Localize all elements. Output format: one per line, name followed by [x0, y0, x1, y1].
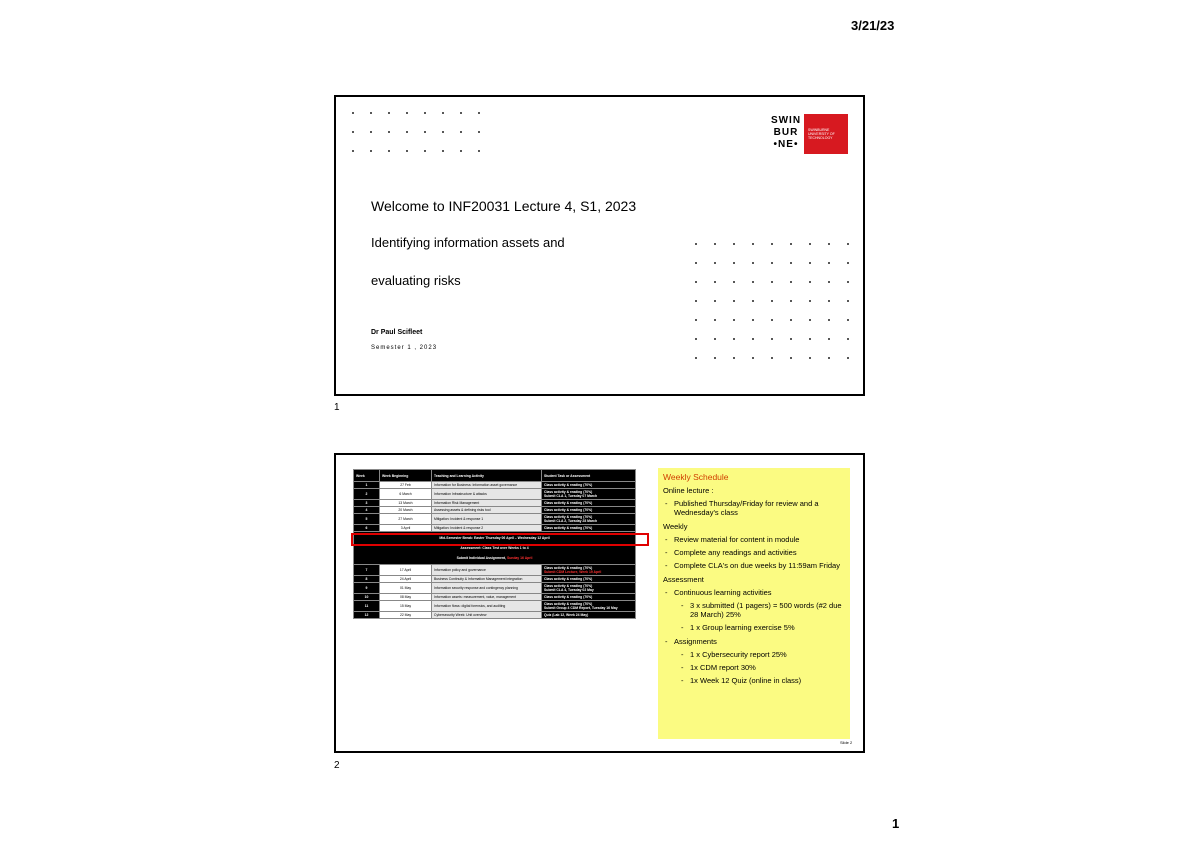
- dot: [460, 131, 462, 133]
- table-cell-date: 13 March: [380, 500, 432, 507]
- dot: [771, 357, 773, 359]
- table-cell-task: Class activity & reading (70%): [542, 500, 636, 507]
- table-cell-task: Class activity & reading (70%): [542, 507, 636, 514]
- dot: [847, 262, 849, 264]
- dot: [809, 262, 811, 264]
- table-cell-week: 1: [354, 482, 380, 489]
- table-cell-date: 17 April: [380, 565, 432, 576]
- table-cell-week: 11: [354, 601, 380, 612]
- online-lecture-label: Online lecture :: [663, 486, 714, 495]
- dot: [406, 150, 408, 152]
- dot: [790, 338, 792, 340]
- list-item: - Continuous learning activities - 3 x submitted (1 pagers) = 500 words (#2 due 28 March) 25% - 1 x Group learning exercise 5%: [674, 588, 845, 632]
- dot: [752, 281, 754, 283]
- dot: [790, 243, 792, 245]
- dot: [828, 338, 830, 340]
- table-row: [354, 482, 636, 489]
- table-cell-activity: Assessing assets & defining risks tool: [432, 507, 542, 514]
- dot: [442, 131, 444, 133]
- assessment-label: Assessment: [663, 575, 704, 584]
- dot: [790, 357, 792, 359]
- table-cell-date: 22 May: [380, 612, 432, 619]
- table-row: [354, 601, 636, 612]
- dot: [771, 338, 773, 340]
- table-header: Teaching and Learning Activity: [432, 470, 542, 482]
- dot: [714, 262, 716, 264]
- weekly-schedule-panel: [658, 468, 850, 739]
- dot: [352, 150, 354, 152]
- dot: [790, 319, 792, 321]
- table-row: [354, 514, 636, 525]
- list-item: - Complete CLA's on due weeks by 11:59am Friday: [674, 561, 845, 570]
- weekly-list: [663, 535, 845, 570]
- dot: [695, 262, 697, 264]
- table-cell-date: 27 March: [380, 514, 432, 525]
- dot: [733, 300, 735, 302]
- page-number: 1: [892, 816, 900, 831]
- dot: [478, 131, 480, 133]
- dot: [847, 281, 849, 283]
- dot: [752, 357, 754, 359]
- slide-1-thumbnail: [334, 95, 865, 396]
- dot: [847, 243, 849, 245]
- list-item: - 1 x Group learning exercise 5%: [690, 623, 845, 632]
- table-row: [354, 507, 636, 514]
- slide-2-number: 2: [334, 760, 340, 771]
- list-item: - Assignments - 1 x Cybersecurity report 25% - 1x CDM report 30% - 1x Week 12 Quiz (online in class): [674, 637, 845, 685]
- table-cell-task: Quiz (Lab 12, Week 24 May): [542, 612, 636, 619]
- current-week-highlight: [351, 533, 649, 546]
- list-item: - Review material for content in module: [674, 535, 845, 544]
- dot: [790, 300, 792, 302]
- dot: [695, 319, 697, 321]
- dot: [714, 319, 716, 321]
- list-item: - Complete any readings and activities: [674, 548, 845, 557]
- dot: [714, 300, 716, 302]
- dot: [828, 262, 830, 264]
- table-cell-week: 4: [354, 507, 380, 514]
- list-item: - 1x CDM report 30%: [690, 663, 845, 672]
- dot: [424, 150, 426, 152]
- table-cell-week: 12: [354, 612, 380, 619]
- dot: [809, 338, 811, 340]
- weekly-label: Weekly: [663, 522, 688, 531]
- dot-pattern-top-left: [352, 112, 496, 169]
- dot: [714, 243, 716, 245]
- list-item: - Published Thursday/Friday for review and a Wednesday's class: [674, 499, 845, 517]
- slide-subtitle-line-1: Identifying information assets and: [371, 235, 565, 250]
- table-cell-activity: Information Infrastructure & attacks: [432, 489, 542, 500]
- table-cell-activity: Information security response and contingency planning: [432, 583, 542, 594]
- dot: [478, 150, 480, 152]
- table-row: [354, 565, 636, 576]
- dot: [771, 262, 773, 264]
- dot: [442, 150, 444, 152]
- table-cell-task: Class activity & reading (70%): [542, 576, 636, 583]
- dot: [352, 131, 354, 133]
- list-item: - 1x Week 12 Quiz (online in class): [690, 676, 845, 685]
- dot: [809, 357, 811, 359]
- table-header: Student Task or Assessment: [542, 470, 636, 482]
- table-cell-date: 6 March: [380, 489, 432, 500]
- table-cell-activity: Mitigation: Incident & response 2: [432, 525, 542, 532]
- dot: [478, 112, 480, 114]
- slide-label: Slide 2: [840, 740, 853, 745]
- dot: [771, 319, 773, 321]
- table-cell-activity: Information for Business: Information asset governance: [432, 482, 542, 489]
- dot: [752, 319, 754, 321]
- table-row: [354, 525, 636, 532]
- table-cell-task: Class activity & reading (70%) Submit CLA 1, Tuesday 07 March: [542, 489, 636, 500]
- table-cell-date: 24 April: [380, 576, 432, 583]
- list-item: - 3 x submitted (1 pagers) = 500 words (#2 due 28 March) 25%: [690, 601, 845, 619]
- table-row: [354, 583, 636, 594]
- table-cell-activity: Information policy and governance: [432, 565, 542, 576]
- table-cell-week: 8: [354, 576, 380, 583]
- dot: [733, 281, 735, 283]
- dot: [752, 338, 754, 340]
- slide-subtitle-line-2: evaluating risks: [371, 273, 461, 288]
- dot: [388, 150, 390, 152]
- dot: [771, 243, 773, 245]
- logo-tagline: SWINBURNE UNIVERSITY OF TECHNOLOGY: [804, 114, 848, 154]
- dot: [733, 319, 735, 321]
- table-cell-task: Class activity & reading (70%) Submit CLA 4, Tuesday 02 May: [542, 583, 636, 594]
- dot: [406, 131, 408, 133]
- swinburne-logo: [768, 114, 848, 154]
- table-cell-task: Class activity & reading (70%): [542, 594, 636, 601]
- dot: [460, 112, 462, 114]
- dot: [733, 357, 735, 359]
- dot: [809, 281, 811, 283]
- table-row: [354, 612, 636, 619]
- table-cell-date: 27 Feb: [380, 482, 432, 489]
- dot: [809, 319, 811, 321]
- dot: [752, 243, 754, 245]
- table-header: Week: [354, 470, 380, 482]
- table-cell-activity: Mitigation: Incident & response 1: [432, 514, 542, 525]
- dot: [352, 112, 354, 114]
- table-cell-date: 08 May: [380, 594, 432, 601]
- dot: [790, 281, 792, 283]
- page-date: 3/21/23: [851, 18, 895, 33]
- dot: [733, 338, 735, 340]
- table-cell-week: 5: [354, 514, 380, 525]
- dot: [847, 338, 849, 340]
- table-cell-week: 2: [354, 489, 380, 500]
- slide-title: Welcome to INF20031 Lecture 4, S1, 2023: [371, 198, 637, 214]
- table-cell-task: Class activity & reading (70%): [542, 525, 636, 532]
- dot: [809, 300, 811, 302]
- table-cell-week: 9: [354, 583, 380, 594]
- mid-semester-break-banner: Mid-Semester Break: Easter Thursday 06 April – Wednesday 12 April Assessment: Class Test over Weeks 1 to 4 Submit Individual Assignment, Sunday 16 April: [354, 532, 636, 565]
- table-cell-week: 3: [354, 500, 380, 507]
- dot: [695, 357, 697, 359]
- dot: [695, 281, 697, 283]
- table-cell-task: Class activity & reading (70%) Submit CLA 2, Tuesday 28 March: [542, 514, 636, 525]
- table-cell-week: 7: [354, 565, 380, 576]
- table-header: Week Beginning: [380, 470, 432, 482]
- slide-author: Dr Paul Scifleet: [371, 329, 423, 336]
- table-cell-date: 3 April: [380, 525, 432, 532]
- dot: [370, 150, 372, 152]
- dot: [828, 357, 830, 359]
- dot: [790, 262, 792, 264]
- dot: [695, 300, 697, 302]
- table-cell-task: Class activity & reading (70%) Submit Group 4 CDM Report, Tuesday 16 May: [542, 601, 636, 612]
- table-cell-activity: Cybersecurity Week: Unit overview: [432, 612, 542, 619]
- table-row: [354, 594, 636, 601]
- table-cell-activity: Information Risk Management: [432, 500, 542, 507]
- dot: [424, 112, 426, 114]
- table-cell-week: 10: [354, 594, 380, 601]
- dot: [847, 300, 849, 302]
- dot: [442, 112, 444, 114]
- table-row: [354, 576, 636, 583]
- dot: [771, 281, 773, 283]
- dot: [406, 112, 408, 114]
- assessment-list: [663, 588, 845, 685]
- dot-pattern-bottom-right: [695, 243, 866, 376]
- dot: [771, 300, 773, 302]
- table-cell-week: 6: [354, 525, 380, 532]
- dot: [752, 300, 754, 302]
- dot: [424, 131, 426, 133]
- table-cell-task: Class activity & reading (70%) Submit CDM Lecture, Week 19 April: [542, 565, 636, 576]
- dot: [809, 243, 811, 245]
- dot: [828, 319, 830, 321]
- dot: [752, 262, 754, 264]
- dot: [370, 112, 372, 114]
- panel-heading: Weekly Schedule: [663, 472, 729, 482]
- list-item: - 1 x Cybersecurity report 25%: [690, 650, 845, 659]
- slide-1-number: 1: [334, 402, 340, 413]
- dot: [460, 150, 462, 152]
- table-cell-date: 15 May: [380, 601, 432, 612]
- table-cell-date: 01 May: [380, 583, 432, 594]
- dot: [388, 131, 390, 133]
- dot: [714, 281, 716, 283]
- dot: [828, 300, 830, 302]
- dot: [733, 262, 735, 264]
- table-cell-date: 20 March: [380, 507, 432, 514]
- slide-semester: Semester 1 , 2023: [371, 345, 438, 351]
- dot: [370, 131, 372, 133]
- table-cell-activity: Information assets: measurement, value, management: [432, 594, 542, 601]
- dot: [733, 243, 735, 245]
- table-header-row: [354, 470, 636, 482]
- dot: [695, 338, 697, 340]
- table-cell-activity: Business Continuity & Information Management integration: [432, 576, 542, 583]
- dot: [828, 243, 830, 245]
- dot: [714, 338, 716, 340]
- dot: [388, 112, 390, 114]
- table-row: [354, 500, 636, 507]
- table-cell-activity: Information flows: digital forensics, and auditing: [432, 601, 542, 612]
- slide-2-thumbnail: [334, 453, 865, 753]
- dot: [828, 281, 830, 283]
- dot: [847, 357, 849, 359]
- dot: [714, 357, 716, 359]
- dot: [847, 319, 849, 321]
- logo-wordmark: SWIN BUR •NE•: [768, 114, 804, 154]
- online-lecture-list: [663, 499, 845, 517]
- dot: [695, 243, 697, 245]
- table-row: [354, 489, 636, 500]
- table-cell-task: Class activity & reading (70%): [542, 482, 636, 489]
